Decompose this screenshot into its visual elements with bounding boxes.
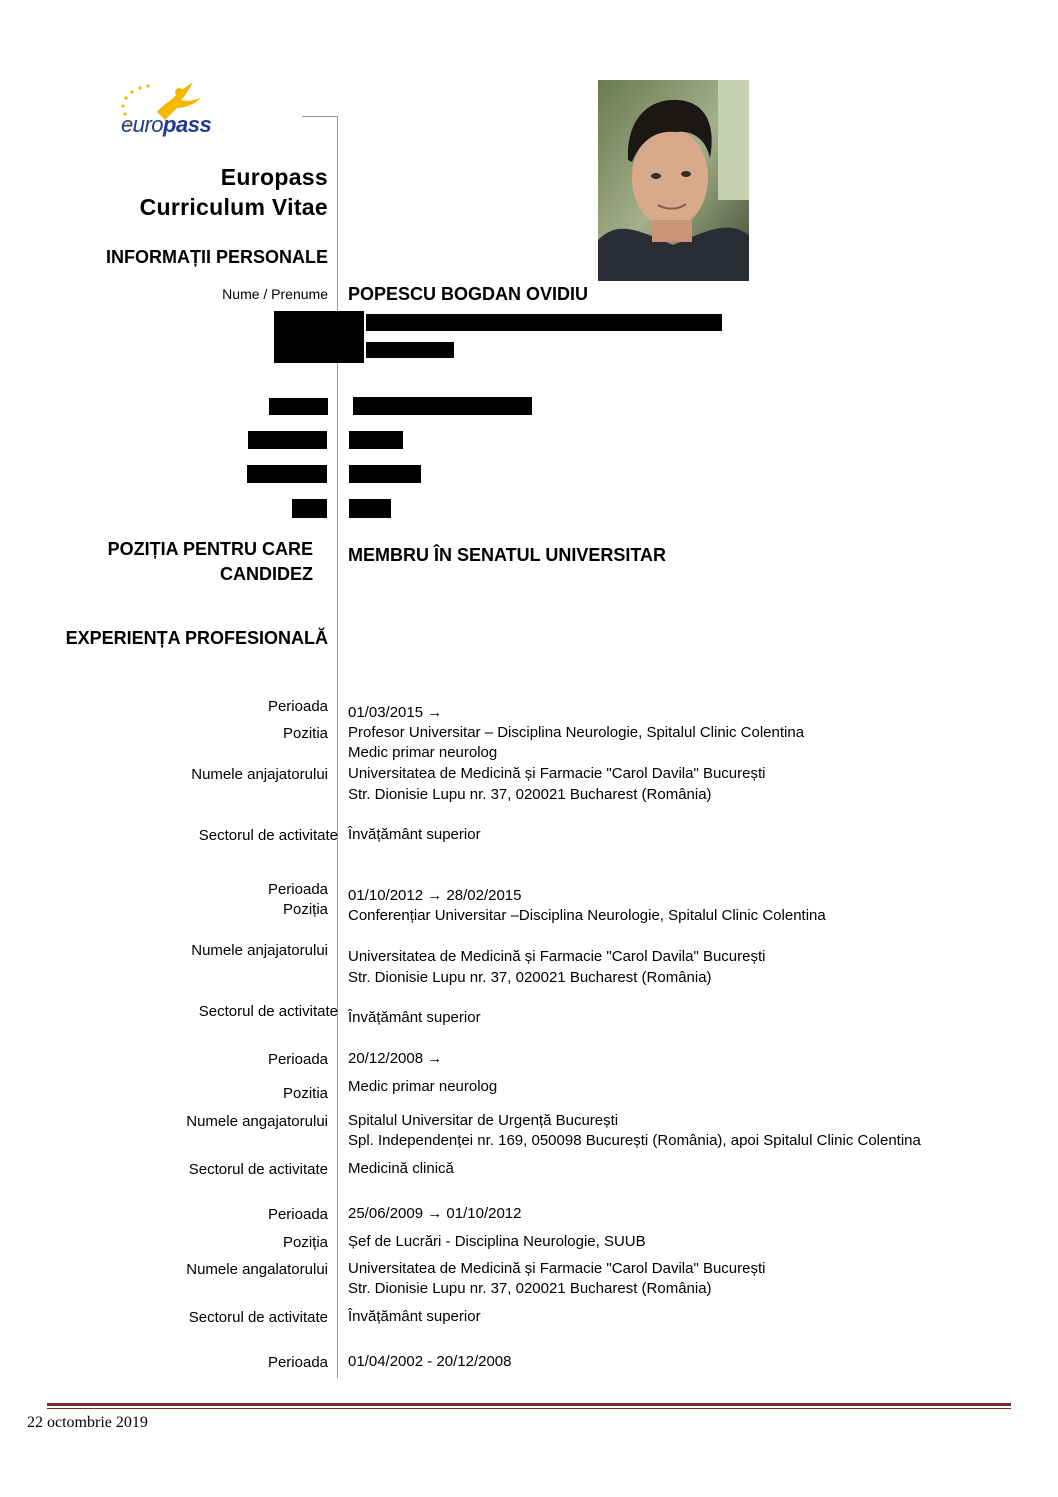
period-label: Perioada [267, 1354, 328, 1371]
column-divider [337, 116, 338, 1378]
sector-label: Sectorul de activitate [198, 1003, 338, 1020]
sector-label: Sectorul de activitate [198, 827, 338, 844]
redaction-block [269, 398, 328, 415]
redaction-block [349, 465, 421, 483]
sector-label: Sectorul de activitate [188, 1161, 328, 1178]
employer-text: Universitatea de Medicină și Farmacie "Carol Davila" București [348, 765, 766, 782]
sector-value: Învățământ superior [348, 1308, 481, 1325]
employer-address: Str. Dionisie Lupu nr. 37, 020021 Bucharest (România) [348, 969, 712, 986]
period-value: 20/12/2008 → [348, 1050, 443, 1067]
sector-value: Învățământ superior [348, 826, 481, 843]
employer-label: Numele angajatorului [186, 1113, 328, 1130]
footer-rule [47, 1403, 1011, 1406]
position-text: Medic primar neurolog [348, 744, 498, 761]
cv-title-line1: Europass [220, 164, 328, 190]
period-value: 25/06/2009 → 01/10/2012 [348, 1205, 522, 1222]
name-value: POPESCU BOGDAN OVIDIU [348, 284, 589, 304]
sector-value: Medicină clinică [348, 1160, 454, 1177]
redaction-block [274, 311, 364, 363]
period-label: Perioada [267, 1051, 328, 1068]
position-label-line2: CANDIDEZ [220, 564, 313, 584]
employer-address: Str. Dionisie Lupu nr. 37, 020021 Bucharest (România) [348, 786, 712, 803]
redaction-block [349, 499, 391, 518]
period-label: Perioada [267, 698, 328, 715]
position-text: Profesor Universitar – Disciplina Neurologie, Spitalul Clinic Colentina [348, 724, 805, 741]
redaction-block [292, 499, 327, 518]
section-personal-info: INFORMAȚII PERSONALE [105, 247, 328, 267]
logo-text-suffix: pass [163, 112, 212, 137]
employer-label: Numele anjajatorului [191, 766, 328, 783]
employer-label: Numele angalatorului [186, 1261, 328, 1278]
redaction-block [248, 431, 327, 449]
cv-title-line2: Curriculum Vitae [139, 194, 328, 220]
position-value: MEMBRU ÎN SENATUL UNIVERSITAR [348, 545, 667, 565]
footer-rule-thin [47, 1408, 1011, 1409]
employer-label: Numele anjajatorului [191, 942, 328, 959]
employer-text: Universitatea de Medicină și Farmacie "Carol Davila" București [348, 948, 766, 965]
period-value: 01/10/2012 → 28/02/2015 [348, 887, 522, 904]
sector-label: Sectorul de activitate [188, 1309, 328, 1326]
period-label: Perioada [267, 1206, 328, 1223]
employer-text: Spitalul Universitar de Urgență București [348, 1112, 619, 1129]
footer-date: 22 octombrie 2019 [27, 1414, 148, 1431]
name-label: Nume / Prenume [222, 286, 328, 302]
europass-logo [115, 78, 240, 143]
logo-text-prefix: euro [121, 112, 164, 137]
section-experience: EXPERIENȚA PROFESIONALĂ [65, 628, 328, 648]
employer-address: Spl. Independenței nr. 169, 050098 București (România), apoi Spitalul Clinic Colentina [348, 1132, 921, 1149]
position-text: Șef de Lucrări - Disciplina Neurologie, SUUB [348, 1233, 646, 1250]
employer-text: Universitatea de Medicină și Farmacie "Carol Davila" București [348, 1260, 766, 1277]
employer-address: Str. Dionisie Lupu nr. 37, 020021 Bucharest (România) [348, 1280, 712, 1297]
redaction-block [247, 465, 327, 483]
profile-photo [598, 80, 749, 281]
position-text: Medic primar neurolog [348, 1078, 498, 1095]
position-label: Poziția [282, 901, 328, 918]
sector-value: Învățământ superior [348, 1009, 481, 1026]
redaction-block [349, 431, 403, 449]
redaction-block [353, 397, 532, 415]
position-text: Conferențiar Universitar –Disciplina Neurologie, Spitalul Clinic Colentina [348, 907, 826, 924]
header-rule [302, 116, 338, 117]
position-label: Pozitia [282, 1085, 328, 1102]
redaction-block [366, 314, 722, 331]
redaction-block [366, 342, 454, 358]
position-label: Pozitia [282, 725, 328, 742]
period-label: Perioada [267, 881, 328, 898]
period-value: 01/03/2015 → [348, 704, 443, 721]
position-label-line1: POZIȚIA PENTRU CARE [107, 539, 313, 559]
period-value: 01/04/2002 - 20/12/2008 [348, 1353, 512, 1370]
position-label: Poziția [282, 1234, 328, 1251]
